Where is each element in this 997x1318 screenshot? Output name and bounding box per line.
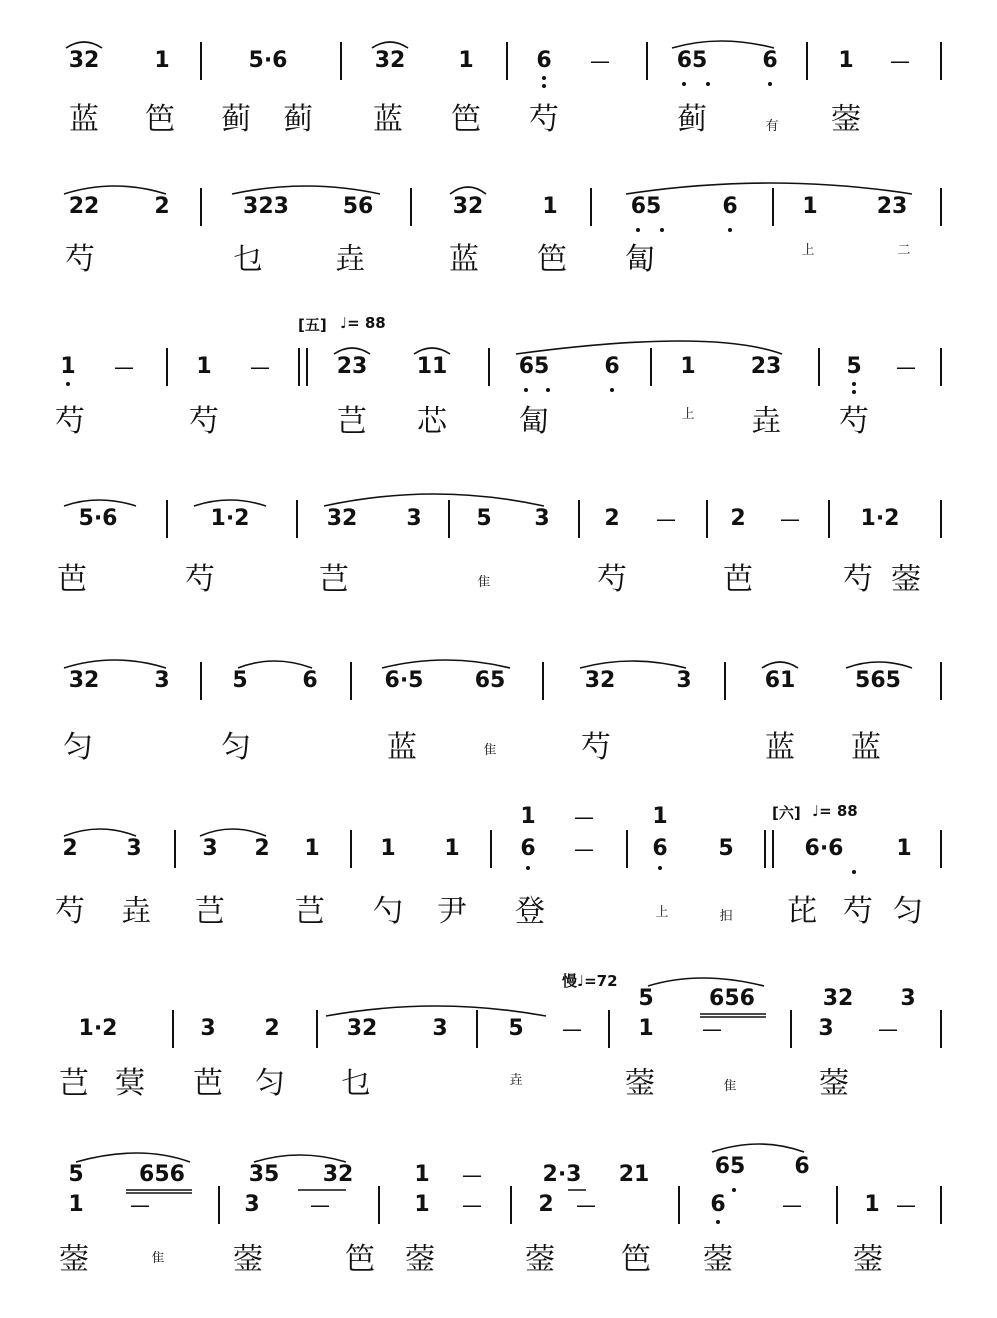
bar-line <box>378 1186 380 1224</box>
tab-glyph: 蓟 <box>677 102 707 137</box>
tab-glyph: 芭 <box>57 562 87 597</box>
dash: — <box>590 49 610 73</box>
tab-glyph: 蓝 <box>765 730 795 765</box>
bar-line <box>166 348 168 386</box>
tab-glyph: 笆 <box>345 1242 375 1277</box>
note: 32 <box>68 48 100 73</box>
tab-glyph: 垚 <box>121 894 151 929</box>
tab-glyph: 芍 <box>843 562 873 597</box>
bar-line <box>340 42 342 80</box>
dash: — <box>878 1017 898 1041</box>
note: 1 <box>304 836 320 861</box>
note: 1 <box>414 1162 430 1187</box>
note: 21 <box>618 1162 650 1187</box>
note: 1 <box>542 194 558 219</box>
bar-line <box>626 830 628 868</box>
dash: — <box>896 1193 916 1217</box>
tab-glyph: 乜 <box>233 242 263 277</box>
octave-dot <box>852 382 856 386</box>
octave-dot <box>610 388 614 392</box>
note: 35 <box>248 1162 280 1187</box>
bar-line <box>706 500 708 538</box>
note: 6 <box>652 836 668 861</box>
octave-dot <box>728 228 732 232</box>
dash: — <box>562 1017 582 1041</box>
note: 1 <box>864 1192 880 1217</box>
octave-dot <box>526 866 530 870</box>
tab-glyph: 芑 <box>319 562 349 597</box>
note: 3 <box>200 1016 216 1041</box>
note: 2 <box>538 1192 554 1217</box>
note: 65 <box>518 354 550 379</box>
note: 32 <box>68 668 100 693</box>
note: 2 <box>62 836 78 861</box>
note: 5 <box>68 1162 84 1187</box>
tab-glyph: 蓥 <box>405 1242 435 1277</box>
bar-line <box>940 188 942 226</box>
note: 32 <box>822 986 854 1011</box>
octave-dot <box>524 388 528 392</box>
bar-line <box>678 1186 680 1224</box>
note: 32 <box>452 194 484 219</box>
tab-glyph: 蓥 <box>703 1242 733 1277</box>
octave-dot <box>546 388 550 392</box>
bar-line <box>200 662 202 700</box>
note: 5 <box>232 668 248 693</box>
bar-line <box>940 500 942 538</box>
note: 61 <box>764 668 796 693</box>
bar-line <box>410 188 412 226</box>
tab-glyph: 芑 <box>295 894 325 929</box>
note: 32 <box>584 668 616 693</box>
note: 5 <box>508 1016 524 1041</box>
note: 1 <box>802 194 818 219</box>
note: 5·6 <box>248 48 288 73</box>
note: 3 <box>406 506 422 531</box>
tab-glyph: 芍 <box>189 404 219 439</box>
note: 1 <box>838 48 854 73</box>
octave-dot <box>682 82 686 86</box>
bar-line <box>828 500 830 538</box>
tab-glyph: 匀 <box>63 730 93 765</box>
octave-dot <box>542 76 546 80</box>
tab-glyph: 蓂 <box>115 1066 145 1101</box>
bar-line <box>218 1186 220 1224</box>
bar-line <box>490 830 492 868</box>
note: 565 <box>855 668 901 693</box>
tempo-mark-six: ♩= 88 <box>812 802 858 820</box>
bar-line <box>940 830 942 868</box>
note: 3 <box>202 836 218 861</box>
dash: — <box>574 837 594 861</box>
tab-glyph: 登 <box>515 894 545 929</box>
note: 5·6 <box>78 506 118 531</box>
tab-glyph: 蓥 <box>853 1242 883 1277</box>
note: 3 <box>676 668 692 693</box>
bar-line <box>940 662 942 700</box>
bar-line <box>200 188 202 226</box>
note: 2 <box>254 836 270 861</box>
dash: — <box>310 1193 330 1217</box>
note: 2 <box>730 506 746 531</box>
tab-glyph: 上 <box>655 905 669 920</box>
note: 5 <box>638 986 654 1011</box>
bar-line <box>316 1010 318 1048</box>
bar-line <box>296 500 298 538</box>
note: 32 <box>374 48 406 73</box>
note: 2·3 <box>542 1162 582 1187</box>
bar-line <box>590 188 592 226</box>
octave-dot <box>660 228 664 232</box>
octave-dot <box>542 84 546 88</box>
double-bar-line <box>298 348 308 386</box>
tab-glyph: 隹 <box>723 1079 737 1094</box>
dash: — <box>896 355 916 379</box>
note: 1 <box>638 1016 654 1041</box>
note: 1·2 <box>860 506 900 531</box>
note: 1 <box>444 836 460 861</box>
note: 56 <box>342 194 374 219</box>
tab-glyph: 蓟 <box>283 102 313 137</box>
bar-line <box>578 500 580 538</box>
tab-glyph: 蓝 <box>373 102 403 137</box>
bar-line <box>836 1186 838 1224</box>
dash: — <box>782 1193 802 1217</box>
note: 1 <box>896 836 912 861</box>
tab-glyph: 抇 <box>719 909 733 924</box>
note: 6 <box>722 194 738 219</box>
note: 5 <box>476 506 492 531</box>
note: 1 <box>652 804 668 829</box>
bar-line <box>608 1010 610 1048</box>
dash: — <box>574 805 594 829</box>
octave-dot <box>732 1188 736 1192</box>
tab-glyph: 蓝 <box>69 102 99 137</box>
tab-glyph: 芍 <box>65 242 95 277</box>
tab-glyph: 蓥 <box>891 562 921 597</box>
note: 1·2 <box>210 506 250 531</box>
note: 2 <box>604 506 620 531</box>
bar-line <box>510 1186 512 1224</box>
dash: — <box>462 1193 482 1217</box>
note: 5 <box>846 354 862 379</box>
note: 32 <box>322 1162 354 1187</box>
bar-line <box>724 662 726 700</box>
tab-glyph: 蓥 <box>233 1242 263 1277</box>
note: 32 <box>326 506 358 531</box>
bar-line <box>448 500 450 538</box>
tab-glyph: 尹 <box>437 894 467 929</box>
tab-glyph: 芑 <box>337 404 367 439</box>
note: 3 <box>432 1016 448 1041</box>
note: 2 <box>264 1016 280 1041</box>
tab-glyph: 蓝 <box>851 730 881 765</box>
tab-glyph: 笆 <box>621 1242 651 1277</box>
tab-glyph: 芘 <box>787 894 817 929</box>
tab-glyph: 芍 <box>55 404 85 439</box>
bar-line <box>542 662 544 700</box>
note: 3 <box>154 668 170 693</box>
tab-glyph: 匐 <box>625 242 655 277</box>
note: 1·2 <box>78 1016 118 1041</box>
bar-line <box>806 42 808 80</box>
note: 3 <box>900 986 916 1011</box>
note: 1 <box>680 354 696 379</box>
bar-line <box>350 830 352 868</box>
note: 3 <box>244 1192 260 1217</box>
note: 23 <box>750 354 782 379</box>
tab-glyph: 隹 <box>483 743 497 758</box>
tab-glyph: 蓥 <box>525 1242 555 1277</box>
tab-glyph: 匀 <box>893 894 923 929</box>
dash: — <box>702 1017 722 1041</box>
bar-line <box>476 1010 478 1048</box>
dash: — <box>576 1193 596 1217</box>
note: 6 <box>794 1154 810 1179</box>
note: 1 <box>154 48 170 73</box>
bar-line <box>790 1010 792 1048</box>
note: 656 <box>709 986 755 1011</box>
tab-glyph: 有 <box>765 119 779 134</box>
section-six-mark: [六] <box>772 804 801 822</box>
tab-glyph: 蓥 <box>819 1066 849 1101</box>
bar-line <box>940 42 942 80</box>
tab-glyph: 芍 <box>597 562 627 597</box>
bar-line <box>172 1010 174 1048</box>
dash: — <box>656 507 676 531</box>
bar-line <box>940 1010 942 1048</box>
note: 1 <box>196 354 212 379</box>
octave-dot <box>716 1220 720 1224</box>
tab-glyph: 匐 <box>519 404 549 439</box>
tab-glyph: 芑 <box>195 894 225 929</box>
note: 1 <box>458 48 474 73</box>
note: 65 <box>630 194 662 219</box>
note: 6 <box>302 668 318 693</box>
bar-line <box>940 348 942 386</box>
note: 11 <box>416 354 448 379</box>
note: 1 <box>380 836 396 861</box>
bar-line <box>174 830 176 868</box>
bar-line <box>818 348 820 386</box>
tab-glyph: 二 <box>897 243 911 258</box>
dash: — <box>462 1163 482 1187</box>
note: 6 <box>536 48 552 73</box>
note: 22 <box>68 194 100 219</box>
note: 6 <box>520 836 536 861</box>
tab-glyph: 垚 <box>509 1073 523 1088</box>
tab-glyph: 芍 <box>581 730 611 765</box>
dash: — <box>114 355 134 379</box>
note: 3 <box>534 506 550 531</box>
dash: — <box>250 355 270 379</box>
bar-line <box>488 348 490 386</box>
tab-glyph: 芍 <box>55 894 85 929</box>
note: 1 <box>414 1192 430 1217</box>
tab-glyph: 上 <box>801 243 815 258</box>
note: 2 <box>154 194 170 219</box>
tab-glyph: 上 <box>681 407 695 422</box>
bar-line <box>940 1186 942 1224</box>
tempo-mark-five: ♩= 88 <box>340 314 386 332</box>
tab-glyph: 匀 <box>255 1066 285 1101</box>
octave-dot <box>706 82 710 86</box>
tab-glyph: 芍 <box>843 894 873 929</box>
tab-glyph: 隹 <box>477 575 491 590</box>
dash: — <box>130 1193 150 1217</box>
note: 23 <box>876 194 908 219</box>
bar-line <box>200 42 202 80</box>
tab-glyph: 垚 <box>751 404 781 439</box>
note: 656 <box>139 1162 185 1187</box>
note: 6 <box>762 48 778 73</box>
note: 1 <box>520 804 536 829</box>
note: 32 <box>346 1016 378 1041</box>
dash: — <box>890 49 910 73</box>
tab-glyph: 蓟 <box>221 102 251 137</box>
octave-dot <box>66 382 70 386</box>
tab-glyph: 蓥 <box>625 1066 655 1101</box>
tab-glyph: 乜 <box>341 1066 371 1101</box>
tab-glyph: 芭 <box>193 1066 223 1101</box>
tab-glyph: 芑 <box>59 1066 89 1101</box>
note: 5 <box>718 836 734 861</box>
bar-line <box>350 662 352 700</box>
note: 65 <box>676 48 708 73</box>
octave-dot <box>636 228 640 232</box>
tab-glyph: 蓝 <box>387 730 417 765</box>
tab-glyph: 芍 <box>839 404 869 439</box>
tab-glyph: 隹 <box>151 1251 165 1266</box>
section-five-mark: [五] <box>298 316 327 334</box>
tab-glyph: 芍 <box>529 102 559 137</box>
double-bar-line <box>764 830 774 868</box>
tab-glyph: 垚 <box>335 242 365 277</box>
tab-glyph: 笆 <box>451 102 481 137</box>
note: 6 <box>710 1192 726 1217</box>
tab-glyph: 蓥 <box>59 1242 89 1277</box>
tab-glyph: 笆 <box>145 102 175 137</box>
tab-glyph: 芯 <box>417 404 447 439</box>
bar-line <box>772 188 774 226</box>
tab-glyph: 笆 <box>537 242 567 277</box>
note: 3 <box>126 836 142 861</box>
dash: — <box>780 507 800 531</box>
tempo-mark-slow: 慢♩=72 <box>562 972 618 990</box>
octave-dot <box>658 866 662 870</box>
note: 6·6 <box>804 836 844 861</box>
bar-line <box>166 500 168 538</box>
octave-dot <box>852 870 856 874</box>
octave-dot <box>768 82 772 86</box>
note: 1 <box>60 354 76 379</box>
note: 1 <box>68 1192 84 1217</box>
bar-line <box>506 42 508 80</box>
bar-line <box>646 42 648 80</box>
octave-dot <box>852 390 856 394</box>
note: 23 <box>336 354 368 379</box>
note: 65 <box>714 1154 746 1179</box>
note: 323 <box>243 194 289 219</box>
tab-glyph: 匀 <box>221 730 251 765</box>
tab-glyph: 芭 <box>723 562 753 597</box>
bar-line <box>650 348 652 386</box>
tab-glyph: 蓝 <box>449 242 479 277</box>
tab-glyph: 芍 <box>185 562 215 597</box>
tab-glyph: 勺 <box>373 894 403 929</box>
note: 6 <box>604 354 620 379</box>
tab-glyph: 蓥 <box>831 102 861 137</box>
note: 6·5 <box>384 668 424 693</box>
note: 65 <box>474 668 506 693</box>
note: 3 <box>818 1016 834 1041</box>
